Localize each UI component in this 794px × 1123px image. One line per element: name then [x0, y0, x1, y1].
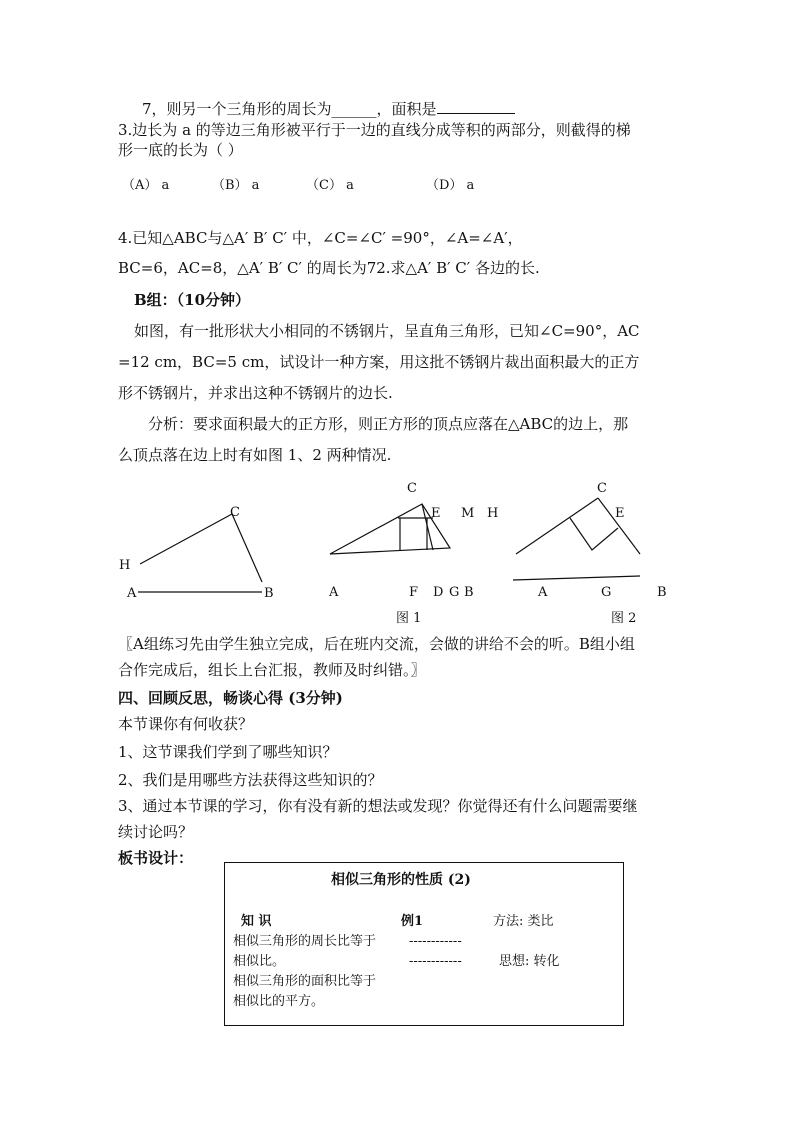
fig1-label-g: G	[449, 585, 460, 600]
section4-q3b: 续讨论吗？	[118, 823, 194, 841]
board-thought: 思想: 转化	[499, 954, 560, 969]
fig1-label-a: A	[329, 585, 339, 600]
board-knowledge-1a: 相似三角形的周长比等于	[233, 934, 377, 949]
section4-heading: 四、回顾反思，畅谈心得 (3分钟)	[118, 689, 343, 707]
board-design-box	[224, 862, 624, 1026]
q3-line2: 形一底的长为（ ）	[118, 141, 243, 159]
note-line1: 〖A组练习先由学生独立完成，后在班内交流，会做的讲给不会的听。B组小组	[118, 635, 635, 653]
group-b-p1: 如图，有一批形状大小相同的不锈钢片，呈直角三角形，已知∠C=90°，AC	[134, 322, 640, 340]
fig2-line-ac	[516, 498, 598, 554]
fig1-caption: 图 1	[396, 611, 422, 626]
triangle-figures	[0, 470, 794, 630]
fig0-label-a: A	[127, 586, 137, 601]
section4-q1: 1、这节课我们学到了哪些知识？	[118, 743, 338, 761]
group-b-p2: =12 cm，BC=5 cm，试设计一种方案，用这批不锈钢片裁出面积最大的正方	[118, 353, 640, 371]
board-dashes-1: ------------	[409, 934, 462, 949]
q3-option-c: （C） a	[306, 178, 354, 193]
fig0-line-cb	[232, 514, 262, 582]
group-b-p3: 形不锈钢片，并求出这种不锈钢片的边长.	[118, 384, 393, 402]
board-knowledge-2a: 相似三角形的面积比等于	[233, 974, 377, 989]
fig1-label-b: B	[464, 585, 474, 600]
group-b-analysis2: 么顶点落在边上时有如图 1、2 两种情况.	[118, 446, 392, 464]
q2-prefix: 7，则另一个三角形的周长为	[142, 100, 332, 118]
fig0-label-c: C	[230, 505, 240, 520]
fig2-line-base	[513, 576, 640, 580]
board-knowledge-heading: 知 识	[241, 914, 272, 929]
fig2-label-c: C	[597, 481, 607, 496]
board-knowledge-1b: 相似比。	[233, 954, 286, 969]
q3-line1: 3.边长为 a 的等边三角形被平行于一边的直线分成等积的两部分，则截得的梯	[118, 121, 631, 139]
fig2-label-e: E	[615, 506, 625, 521]
fig2-label-a: A	[538, 585, 548, 600]
fig0-label-h: H	[119, 558, 131, 573]
fig0-line-hc	[140, 514, 232, 564]
fig1-label-m: M	[461, 506, 475, 521]
fig2-label-g: G	[601, 585, 612, 600]
q3-option-a: （A） a	[122, 178, 170, 193]
fig2-label-h: H	[487, 506, 499, 521]
q2-mid: ，面积是	[376, 100, 437, 118]
q2-continuation	[142, 99, 515, 119]
group-b-heading: B组：（10分钟）	[134, 291, 251, 309]
q2-blank-area	[437, 99, 515, 114]
fig2-square	[570, 518, 618, 550]
board-method: 方法: 类比	[493, 914, 554, 929]
fig1-label-d: D	[433, 585, 444, 600]
section4-q0: 本节课你有何收获？	[118, 715, 254, 733]
fig1-label-e: E	[431, 506, 441, 521]
q4-line1: 4.已知△ABC与△A′ B′ C′ 中，∠C=∠C′ =90°，∠A=∠A′，	[118, 229, 523, 247]
q4-line2: BC=6，AC=8，△A′ B′ C′ 的周长为72.求△A′ B′ C′ 各边的长.	[118, 259, 540, 277]
q3-option-d: （D） a	[426, 178, 475, 193]
note-line2: 合作完成后，组长上台汇报，教师及时纠错。〗	[118, 661, 426, 679]
group-b-analysis1: 分析：要求面积最大的正方形，则正方形的顶点应落在△ABC的边上，那	[148, 415, 629, 433]
fig1-label-f: F	[409, 585, 419, 600]
board-design-label: 板书设计：	[118, 849, 194, 867]
board-knowledge-2b: 相似比的平方。	[233, 994, 325, 1009]
section4-q3a: 3、通过本节课的学习，你有没有新的想法或发现？你觉得还有什么问题需要继	[118, 797, 638, 815]
fig2-label-b: B	[657, 585, 667, 600]
q2-blank-perimeter: ______	[331, 100, 377, 118]
fig2-caption: 图 2	[611, 611, 637, 626]
fig1-label-c: C	[407, 481, 417, 496]
board-title: 相似三角形的性质 (2)	[331, 872, 471, 888]
board-example-heading: 例1	[401, 914, 424, 929]
fig0-label-b: B	[264, 586, 274, 601]
q3-option-b: （B） a	[212, 178, 260, 193]
section4-q2: 2、我们是用哪些方法获得这些知识的？	[118, 771, 383, 789]
board-dashes-2: ------------	[409, 954, 462, 969]
